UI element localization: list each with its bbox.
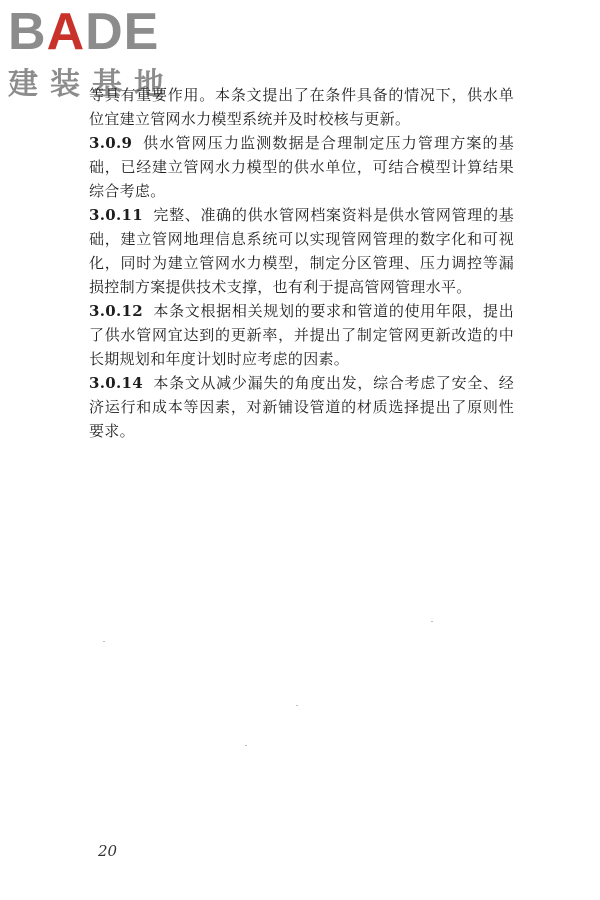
clause-number: 3.0.12 xyxy=(89,302,143,320)
watermark-chinese: 建装基地 xyxy=(8,67,176,102)
paragraph-text: 等具有重要作用。本条文提出了在条件具备的情况下，供水单位宜建立管网水力模型系统并及时校核与更新。 xyxy=(89,86,514,128)
clause-number: 3.0.9 xyxy=(89,134,133,152)
document-body xyxy=(89,83,514,443)
clause-number: 3.0.14 xyxy=(89,374,143,392)
scan-speck xyxy=(103,641,105,642)
clause-3-0-12 xyxy=(89,299,514,371)
clause-text: 本条文根据相关规划的要求和管道的使用年限，提出了供水管网宜达到的更新率，并提出了制定管网更新改造的中长期规划和年度计划时应考虑的因素。 xyxy=(89,302,514,368)
paragraph-continued xyxy=(89,83,514,131)
clause-number: 3.0.11 xyxy=(89,206,143,224)
page-number: 20 xyxy=(98,842,118,860)
scan-speck xyxy=(296,705,298,706)
clause-3-0-9 xyxy=(89,131,514,203)
clause-3-0-11 xyxy=(89,203,514,299)
scan-speck xyxy=(431,621,433,622)
scan-speck xyxy=(245,745,247,746)
clause-text: 供水管网压力监测数据是合理制定压力管理方案的基础，已经建立管网水力模型的供水单位，可结合模型计算结果综合考虑。 xyxy=(89,134,514,200)
clause-text: 本条文从减少漏失的角度出发，综合考虑了安全、经济运行和成本等因素，对新铺设管道的材质选择提出了原则性要求。 xyxy=(89,374,514,440)
clause-text: 完整、准确的供水管网档案资料是供水管网管理的基础，建立管网地理信息系统可以实现管网管理的数字化和可视化，同时为建立管网水力模型，制定分区管理、压力调控等漏损控制方案提供技术支撑，也有利于提高管网管理水平。 xyxy=(89,206,514,296)
clause-3-0-14 xyxy=(89,371,514,443)
watermark-latin: BADE xyxy=(8,3,160,61)
